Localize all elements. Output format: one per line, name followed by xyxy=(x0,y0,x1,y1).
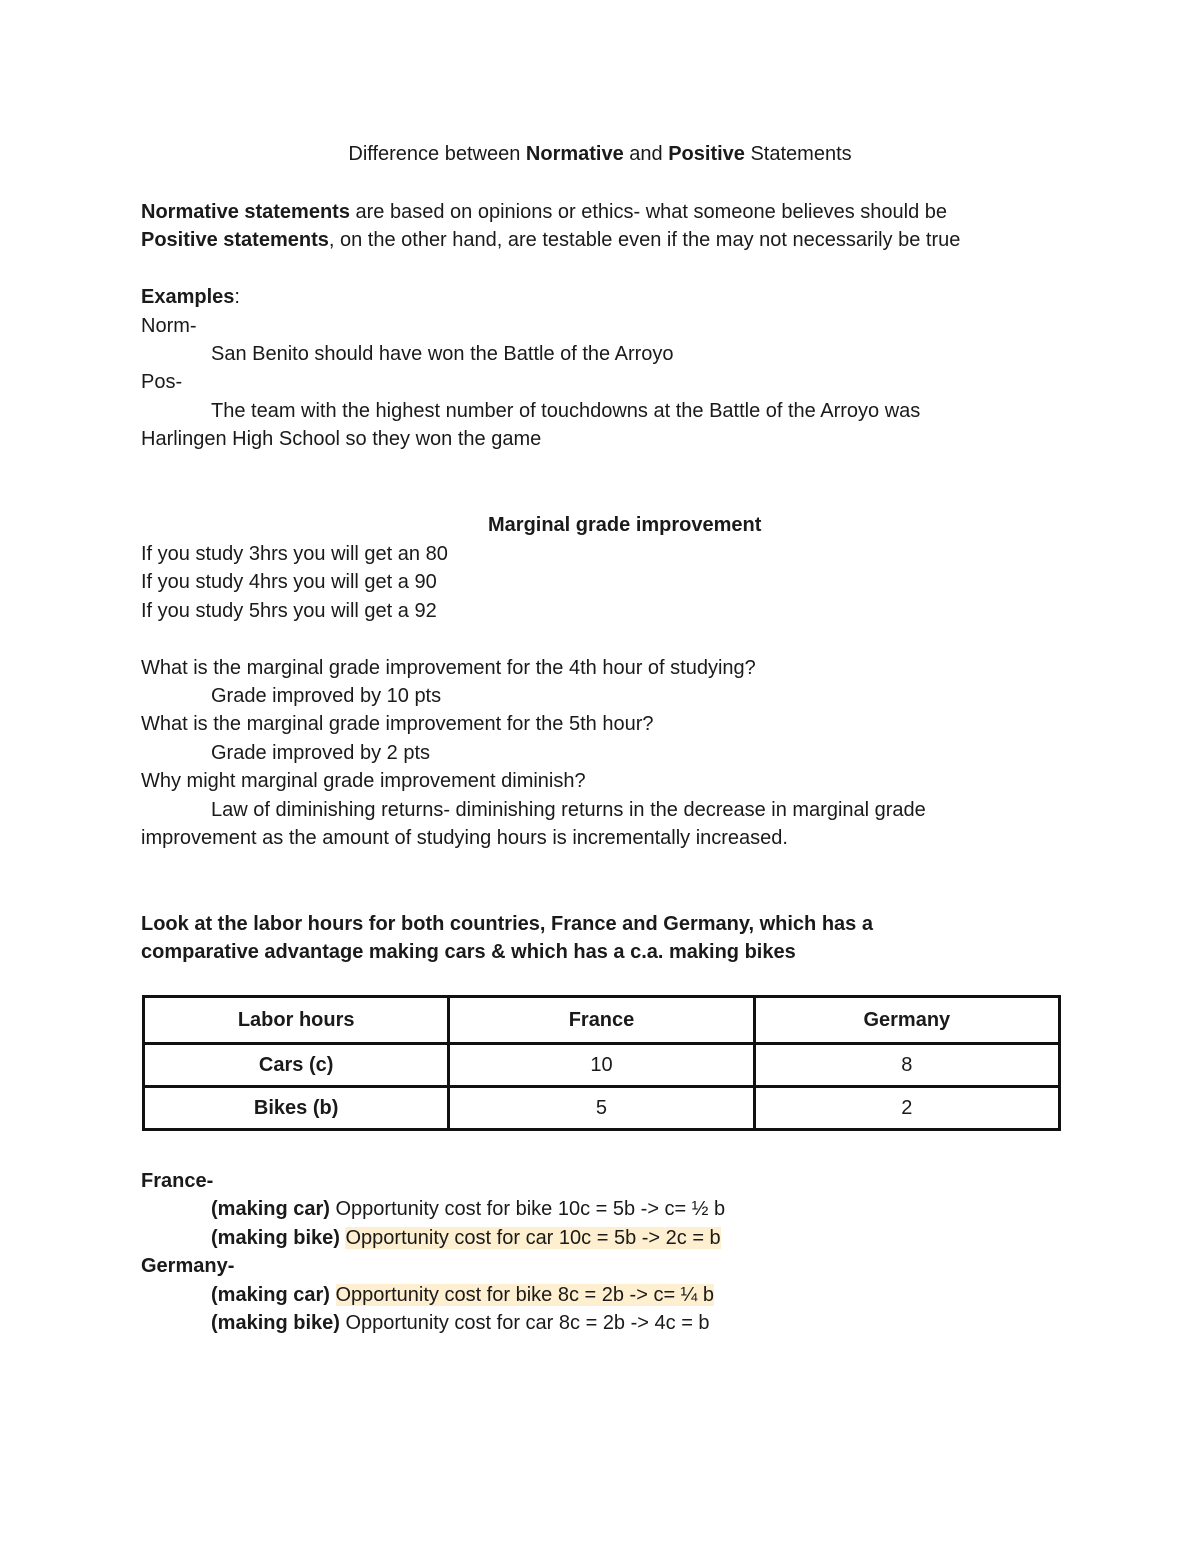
normative-label: Normative statements xyxy=(141,201,350,223)
positive-definition xyxy=(141,226,960,254)
question-1: What is the marginal grade improvement for the 4th hour of studying? xyxy=(141,657,756,679)
france-bike-cost-highlight: Opportunity cost for car 10c = 5b -> 2c = b xyxy=(345,1227,721,1249)
making-car-label: (making car) xyxy=(211,1198,330,1220)
labor-question-line-2 xyxy=(141,938,796,966)
title-normative: Normative xyxy=(525,143,624,165)
cell-germany-cars: 8 xyxy=(754,1044,1059,1087)
germany-car-line xyxy=(211,1281,714,1309)
title-text: Difference between xyxy=(348,143,526,165)
examples-label: Examples xyxy=(141,286,235,308)
title-positive: Positive xyxy=(668,143,745,165)
marginal-heading xyxy=(488,511,761,539)
making-car-label: (making car) xyxy=(211,1284,330,1306)
cell-france-cars: 10 xyxy=(449,1044,754,1087)
document-title xyxy=(0,140,1200,168)
answer-2: Grade improved by 2 pts xyxy=(211,742,430,764)
normative-text: are based on opinions or ethics- what someone believes should be xyxy=(349,201,948,223)
france-bike-line xyxy=(211,1224,721,1252)
labor-question-line-1 xyxy=(141,910,873,938)
header-labor-hours: Labor hours xyxy=(144,997,449,1044)
question-3: Why might marginal grade improvement diminish? xyxy=(141,770,586,792)
marginal-heading-text: Marginal grade improvement xyxy=(488,514,762,536)
norm-example: San Benito should have won the Battle of the Arroyo xyxy=(211,343,674,365)
pos-example-line-1: The team with the highest number of touchdowns at the Battle of the Arroyo was xyxy=(211,400,921,422)
table-row xyxy=(144,1087,1060,1130)
france-label xyxy=(141,1167,213,1195)
examples-colon: : xyxy=(234,286,240,308)
positive-text: , on the other hand, are testable even if the may not necessarily be true xyxy=(328,229,961,251)
germany-label-text: Germany- xyxy=(141,1255,235,1277)
making-bike-label: (making bike) xyxy=(211,1312,340,1334)
study-line: If you study 5hrs you will get a 92 xyxy=(141,600,437,622)
answer-3-line-1: Law of diminishing returns- diminishing returns in the decrease in marginal grade xyxy=(211,799,926,821)
germany-label xyxy=(141,1252,234,1280)
labor-question-text: Look at the labor hours for both countries, France and Germany, which has a xyxy=(141,913,873,935)
germany-bike-line xyxy=(211,1309,710,1337)
table-header-row xyxy=(144,997,1060,1044)
cell-germany-bikes: 2 xyxy=(754,1087,1059,1130)
france-label-text: France- xyxy=(141,1170,214,1192)
pos-label: Pos- xyxy=(141,371,183,393)
question-2: What is the marginal grade improvement for the 5th hour? xyxy=(141,713,654,735)
cell-france-bikes: 5 xyxy=(449,1087,754,1130)
row-label-bikes: Bikes (b) xyxy=(144,1087,449,1130)
study-line: If you study 4hrs you will get a 90 xyxy=(141,571,437,593)
germany-car-cost-highlight: Opportunity cost for bike 8c = 2b -> c= ¼ b xyxy=(335,1284,715,1306)
pos-example-line-2: Harlingen High School so they won the game xyxy=(141,428,542,450)
answer-3-line-2: improvement as the amount of studying hours is incrementally increased. xyxy=(141,827,788,849)
title-text: Statements xyxy=(744,143,852,165)
labor-hours-table xyxy=(142,995,1061,1131)
norm-label: Norm- xyxy=(141,315,197,337)
france-car-cost: Opportunity cost for bike 10c = 5b -> c= ½ b xyxy=(329,1198,726,1220)
row-label-cars: Cars (c) xyxy=(144,1044,449,1087)
germany-bike-cost: Opportunity cost for car 8c = 2b -> 4c = b xyxy=(339,1312,710,1334)
labor-question-text: comparative advantage making cars & which has a c.a. making bikes xyxy=(141,941,796,963)
title-text: and xyxy=(623,143,669,165)
table-row xyxy=(144,1044,1060,1087)
answer-1: Grade improved by 10 pts xyxy=(211,685,442,707)
header-france: France xyxy=(449,997,754,1044)
study-line: If you study 3hrs you will get an 80 xyxy=(141,543,448,565)
making-bike-label: (making bike) xyxy=(211,1227,340,1249)
positive-label: Positive statements xyxy=(141,229,329,251)
normative-definition xyxy=(141,198,947,226)
examples-heading xyxy=(141,283,240,311)
header-germany: Germany xyxy=(754,997,1059,1044)
france-car-line xyxy=(211,1195,725,1223)
